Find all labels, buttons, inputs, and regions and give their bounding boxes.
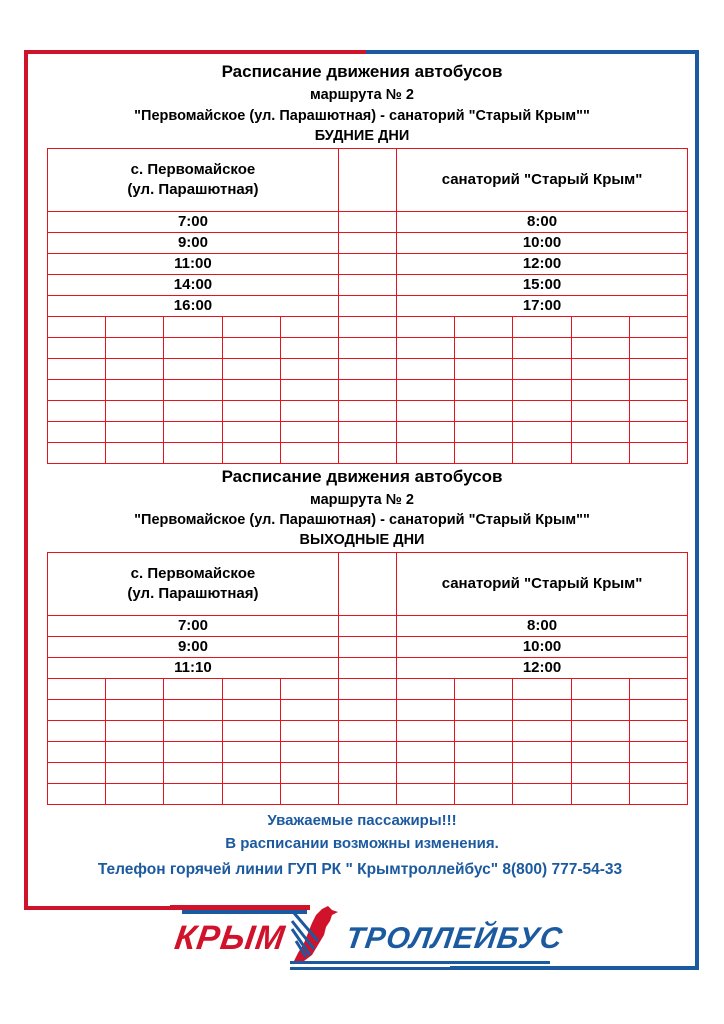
return-time: 8:00 xyxy=(397,212,688,233)
departure-time: 11:10 xyxy=(48,658,339,679)
return-time: 8:00 xyxy=(397,616,688,637)
blank-cell xyxy=(455,359,513,380)
departure-time: 7:00 xyxy=(48,212,339,233)
blank-cell xyxy=(338,443,396,464)
logo-word-trolleybus: ТРОЛЛЕЙБУС xyxy=(343,922,565,955)
middle-header xyxy=(338,553,396,616)
return-time: 15:00 xyxy=(397,275,688,296)
blank-cell xyxy=(222,401,280,422)
blank-cell xyxy=(455,380,513,401)
blank-cell xyxy=(338,422,396,443)
blank-cell xyxy=(455,742,513,763)
blank-cell xyxy=(571,338,629,359)
weekday-blank-grid xyxy=(48,317,688,464)
frame-top-right xyxy=(366,50,699,54)
blank-cell xyxy=(106,443,164,464)
blank-row xyxy=(48,721,688,742)
blank-cell xyxy=(455,338,513,359)
blank-cell xyxy=(338,317,396,338)
blank-cell xyxy=(629,401,687,422)
blank-row xyxy=(48,763,688,784)
blank-cell xyxy=(397,700,455,721)
blank-cell xyxy=(397,763,455,784)
table-header-row xyxy=(48,149,688,212)
blank-cell xyxy=(222,700,280,721)
blank-cell xyxy=(48,679,106,700)
from-stop-header: с. Первомайское (ул. Парашютная) xyxy=(48,149,339,212)
blank-cell xyxy=(164,338,222,359)
blank-cell xyxy=(106,784,164,805)
blank-cell xyxy=(629,380,687,401)
blank-cell xyxy=(513,721,571,742)
blank-cell xyxy=(513,422,571,443)
blank-cell xyxy=(106,317,164,338)
blank-cell xyxy=(164,317,222,338)
blank-cell xyxy=(513,401,571,422)
hotline-phone: Телефон горячей линии ГУП РК " Крымтроллейбус" 8(800) 777-54-33 xyxy=(97,861,623,878)
blank-cell xyxy=(338,359,396,380)
return-time: 17:00 xyxy=(397,296,688,317)
blank-cell xyxy=(397,401,455,422)
middle-header xyxy=(338,149,396,212)
blank-cell xyxy=(280,742,338,763)
blank-row xyxy=(48,359,688,380)
blank-cell xyxy=(629,721,687,742)
blank-cell xyxy=(397,338,455,359)
blank-cell xyxy=(48,721,106,742)
blank-cell xyxy=(513,380,571,401)
blank-cell xyxy=(106,359,164,380)
blank-cell xyxy=(338,679,396,700)
krymtrolleybus-logo xyxy=(170,905,565,975)
logo-word-krym: КРЫМ xyxy=(172,919,288,957)
blank-cell xyxy=(222,679,280,700)
blank-cell xyxy=(48,700,106,721)
blank-cell xyxy=(629,422,687,443)
blank-cell xyxy=(571,679,629,700)
blank-row xyxy=(48,443,688,464)
departure-time: 9:00 xyxy=(48,637,339,658)
blank-cell xyxy=(48,380,106,401)
blank-cell xyxy=(513,784,571,805)
blank-cell xyxy=(222,784,280,805)
blank-cell xyxy=(338,784,396,805)
blank-cell xyxy=(106,401,164,422)
blank-cell xyxy=(48,359,106,380)
blank-cell xyxy=(106,380,164,401)
blank-cell xyxy=(397,380,455,401)
blank-cell xyxy=(513,763,571,784)
return-time: 10:00 xyxy=(397,233,688,254)
blank-cell xyxy=(397,784,455,805)
blank-cell xyxy=(280,443,338,464)
blank-cell xyxy=(513,317,571,338)
blank-cell xyxy=(571,317,629,338)
blank-cell xyxy=(629,338,687,359)
blank-cell xyxy=(106,679,164,700)
blank-cell xyxy=(164,742,222,763)
blank-cell xyxy=(571,763,629,784)
blank-cell xyxy=(455,422,513,443)
blank-cell xyxy=(48,742,106,763)
blank-cell xyxy=(513,443,571,464)
blank-cell xyxy=(571,443,629,464)
blank-cell xyxy=(397,742,455,763)
return-time: 10:00 xyxy=(397,637,688,658)
to-stop-header: санаторий "Старый Крым" xyxy=(397,553,688,616)
frame-top-left xyxy=(24,50,366,54)
departure-time: 16:00 xyxy=(48,296,339,317)
blank-cell xyxy=(513,338,571,359)
table-row xyxy=(48,658,688,679)
blank-cell xyxy=(513,359,571,380)
blank-cell xyxy=(513,700,571,721)
blank-cell xyxy=(280,359,338,380)
blank-cell xyxy=(164,359,222,380)
blank-cell xyxy=(629,700,687,721)
table-row xyxy=(48,275,688,296)
table-row xyxy=(48,637,688,658)
blank-row xyxy=(48,679,688,700)
blank-cell xyxy=(222,742,280,763)
blank-cell xyxy=(455,317,513,338)
blank-cell xyxy=(571,784,629,805)
blank-cell xyxy=(338,700,396,721)
weekday-schedule-table xyxy=(47,148,688,464)
weekend-blank-grid xyxy=(48,679,688,805)
weekday-day-type: БУДНИЕ ДНИ xyxy=(314,128,410,144)
blank-cell xyxy=(106,721,164,742)
blank-cell xyxy=(48,401,106,422)
blank-row xyxy=(48,742,688,763)
schedule-change-notice: В расписании возможны изменения. xyxy=(225,835,499,852)
blank-cell xyxy=(338,763,396,784)
blank-cell xyxy=(106,742,164,763)
blank-cell xyxy=(280,763,338,784)
table-header-row xyxy=(48,553,688,616)
blank-cell xyxy=(455,679,513,700)
blank-cell xyxy=(280,679,338,700)
blank-cell xyxy=(397,422,455,443)
blank-cell xyxy=(280,700,338,721)
blank-row xyxy=(48,422,688,443)
blank-cell xyxy=(48,784,106,805)
blank-row xyxy=(48,317,688,338)
weekend-day-type: ВЫХОДНЫЕ ДНИ xyxy=(299,532,425,548)
blank-cell xyxy=(164,784,222,805)
blank-cell xyxy=(222,443,280,464)
blank-cell xyxy=(280,401,338,422)
blank-cell xyxy=(164,380,222,401)
weekend-title: Расписание движения автобусов xyxy=(221,467,503,486)
logo-bottom-stripe-1 xyxy=(290,961,550,964)
blank-cell xyxy=(397,443,455,464)
departure-time: 14:00 xyxy=(48,275,339,296)
blank-cell xyxy=(164,443,222,464)
blank-cell xyxy=(455,401,513,422)
blank-cell xyxy=(338,721,396,742)
blank-row xyxy=(48,380,688,401)
passenger-greeting: Уважаемые пассажиры!!! xyxy=(267,812,457,829)
blank-cell xyxy=(164,721,222,742)
blank-cell xyxy=(629,443,687,464)
blank-cell xyxy=(455,763,513,784)
blank-cell xyxy=(106,700,164,721)
blank-cell xyxy=(222,317,280,338)
blank-cell xyxy=(571,422,629,443)
frame-right xyxy=(695,50,699,970)
from-stop-header: с. Первомайское (ул. Парашютная) xyxy=(48,553,339,616)
table-row xyxy=(48,616,688,637)
blank-cell xyxy=(629,679,687,700)
blank-cell xyxy=(513,742,571,763)
departure-time: 11:00 xyxy=(48,254,339,275)
blank-cell xyxy=(280,338,338,359)
blank-cell xyxy=(280,380,338,401)
blank-cell xyxy=(222,422,280,443)
blank-row xyxy=(48,700,688,721)
blank-cell xyxy=(455,784,513,805)
blank-cell xyxy=(280,317,338,338)
blank-cell xyxy=(106,338,164,359)
return-time: 12:00 xyxy=(397,658,688,679)
blank-cell xyxy=(222,721,280,742)
griffin-emblem-icon xyxy=(288,905,343,963)
blank-cell xyxy=(280,721,338,742)
blank-cell xyxy=(338,380,396,401)
blank-cell xyxy=(106,422,164,443)
blank-cell xyxy=(48,338,106,359)
blank-cell xyxy=(338,742,396,763)
weekend-route: маршрута № 2 xyxy=(310,492,414,508)
weekend-schedule-table xyxy=(47,552,688,805)
weekday-route-name: "Первомайское (ул. Парашютная) - санаторий "Старый Крым"" xyxy=(134,108,590,124)
blank-cell xyxy=(629,784,687,805)
table-row xyxy=(48,296,688,317)
blank-cell xyxy=(280,422,338,443)
blank-row xyxy=(48,338,688,359)
blank-cell xyxy=(629,359,687,380)
blank-cell xyxy=(397,721,455,742)
blank-cell xyxy=(164,422,222,443)
blank-cell xyxy=(397,359,455,380)
blank-row xyxy=(48,784,688,805)
blank-cell xyxy=(455,721,513,742)
blank-cell xyxy=(48,763,106,784)
to-stop-header: санаторий "Старый Крым" xyxy=(397,149,688,212)
blank-cell xyxy=(397,679,455,700)
blank-row xyxy=(48,401,688,422)
blank-cell xyxy=(571,700,629,721)
blank-cell xyxy=(222,359,280,380)
blank-cell xyxy=(397,317,455,338)
blank-cell xyxy=(338,338,396,359)
blank-cell xyxy=(106,763,164,784)
blank-cell xyxy=(513,679,571,700)
blank-cell xyxy=(571,401,629,422)
table-row xyxy=(48,254,688,275)
blank-cell xyxy=(222,338,280,359)
weekend-route-name: "Первомайское (ул. Парашютная) - санаторий "Старый Крым"" xyxy=(134,512,590,528)
blank-cell xyxy=(629,317,687,338)
table-row xyxy=(48,212,688,233)
weekday-title: Расписание движения автобусов xyxy=(221,62,503,81)
blank-cell xyxy=(571,742,629,763)
blank-cell xyxy=(571,359,629,380)
blank-cell xyxy=(338,401,396,422)
blank-cell xyxy=(164,700,222,721)
departure-time: 9:00 xyxy=(48,233,339,254)
blank-cell xyxy=(48,422,106,443)
return-time: 12:00 xyxy=(397,254,688,275)
blank-cell xyxy=(48,443,106,464)
departure-time: 7:00 xyxy=(48,616,339,637)
blank-cell xyxy=(455,700,513,721)
blank-cell xyxy=(164,401,222,422)
weekday-route: маршрута № 2 xyxy=(310,87,414,103)
blank-cell xyxy=(455,443,513,464)
blank-cell xyxy=(48,317,106,338)
blank-cell xyxy=(629,742,687,763)
blank-cell xyxy=(222,380,280,401)
table-row xyxy=(48,233,688,254)
blank-cell xyxy=(164,763,222,784)
blank-cell xyxy=(571,380,629,401)
blank-cell xyxy=(164,679,222,700)
blank-cell xyxy=(629,763,687,784)
logo-bottom-stripe-2 xyxy=(290,967,500,970)
blank-cell xyxy=(222,763,280,784)
blank-cell xyxy=(571,721,629,742)
blank-cell xyxy=(280,784,338,805)
